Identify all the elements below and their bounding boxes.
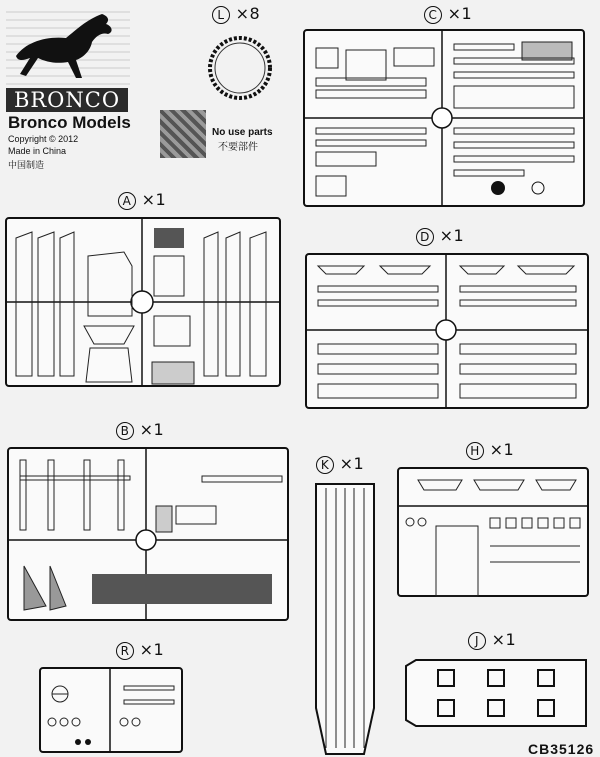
sprue-c-frame (302, 28, 586, 208)
no-use-label: No use parts (212, 127, 273, 138)
sprue-j-frame (402, 656, 590, 730)
sprue-j-letter-icon: J (468, 632, 486, 650)
sprue-h-qty: ×1 (489, 440, 515, 459)
logo-wordmark: BRONCO (6, 88, 128, 112)
sprue-c-qty: ×1 (447, 4, 473, 23)
sprue-d-label (416, 226, 464, 246)
sprue-r-qty: ×1 (139, 640, 165, 659)
sprue-r-label (116, 640, 164, 660)
sprue-b-label (116, 420, 164, 440)
sprue-l-qty: ×8 (235, 4, 261, 23)
sprue-l-ring (206, 30, 274, 106)
sprue-r-frame (38, 666, 184, 754)
sprue-j-label (468, 630, 516, 650)
sprue-b-qty: ×1 (139, 420, 165, 439)
made-in-text: Made in China (8, 146, 67, 156)
sprue-h-letter-icon: H (466, 442, 484, 460)
sprue-d-letter-icon: D (416, 228, 434, 246)
sprue-b-letter-icon: B (116, 422, 134, 440)
sprue-d-frame (304, 252, 590, 410)
brand-name: Bronco Models (8, 113, 131, 132)
horse-logo-icon (6, 6, 130, 88)
copyright-text: Copyright © 2012 (8, 134, 79, 144)
made-in-cn-text: 中国制造 (8, 160, 45, 170)
sprue-h-label (466, 440, 514, 460)
no-use-label-cn: 不要部件 (218, 142, 258, 153)
sprue-r-letter-icon: R (116, 642, 134, 660)
sprue-k-letter-icon: K (316, 456, 334, 474)
sprue-a-letter-icon: A (118, 192, 136, 210)
sprue-l-letter-icon: L (212, 6, 230, 24)
sprue-a-frame (4, 216, 282, 388)
sprue-j-qty: ×1 (491, 630, 517, 649)
no-use-swatch (160, 110, 206, 158)
sprue-h-frame (396, 466, 590, 598)
sprue-k-qty: ×1 (339, 454, 365, 473)
sprue-l-label (212, 4, 260, 24)
sprue-a-qty: ×1 (141, 190, 167, 209)
sprue-c-letter-icon: C (424, 6, 442, 24)
sprue-a-label (118, 190, 166, 210)
product-code: CB35126 (528, 741, 595, 757)
sprue-c-label (424, 4, 472, 24)
sprue-k-label (316, 454, 364, 474)
sprue-k-frame (312, 478, 378, 756)
sprue-b-frame (6, 446, 290, 622)
sprue-d-qty: ×1 (439, 226, 465, 245)
